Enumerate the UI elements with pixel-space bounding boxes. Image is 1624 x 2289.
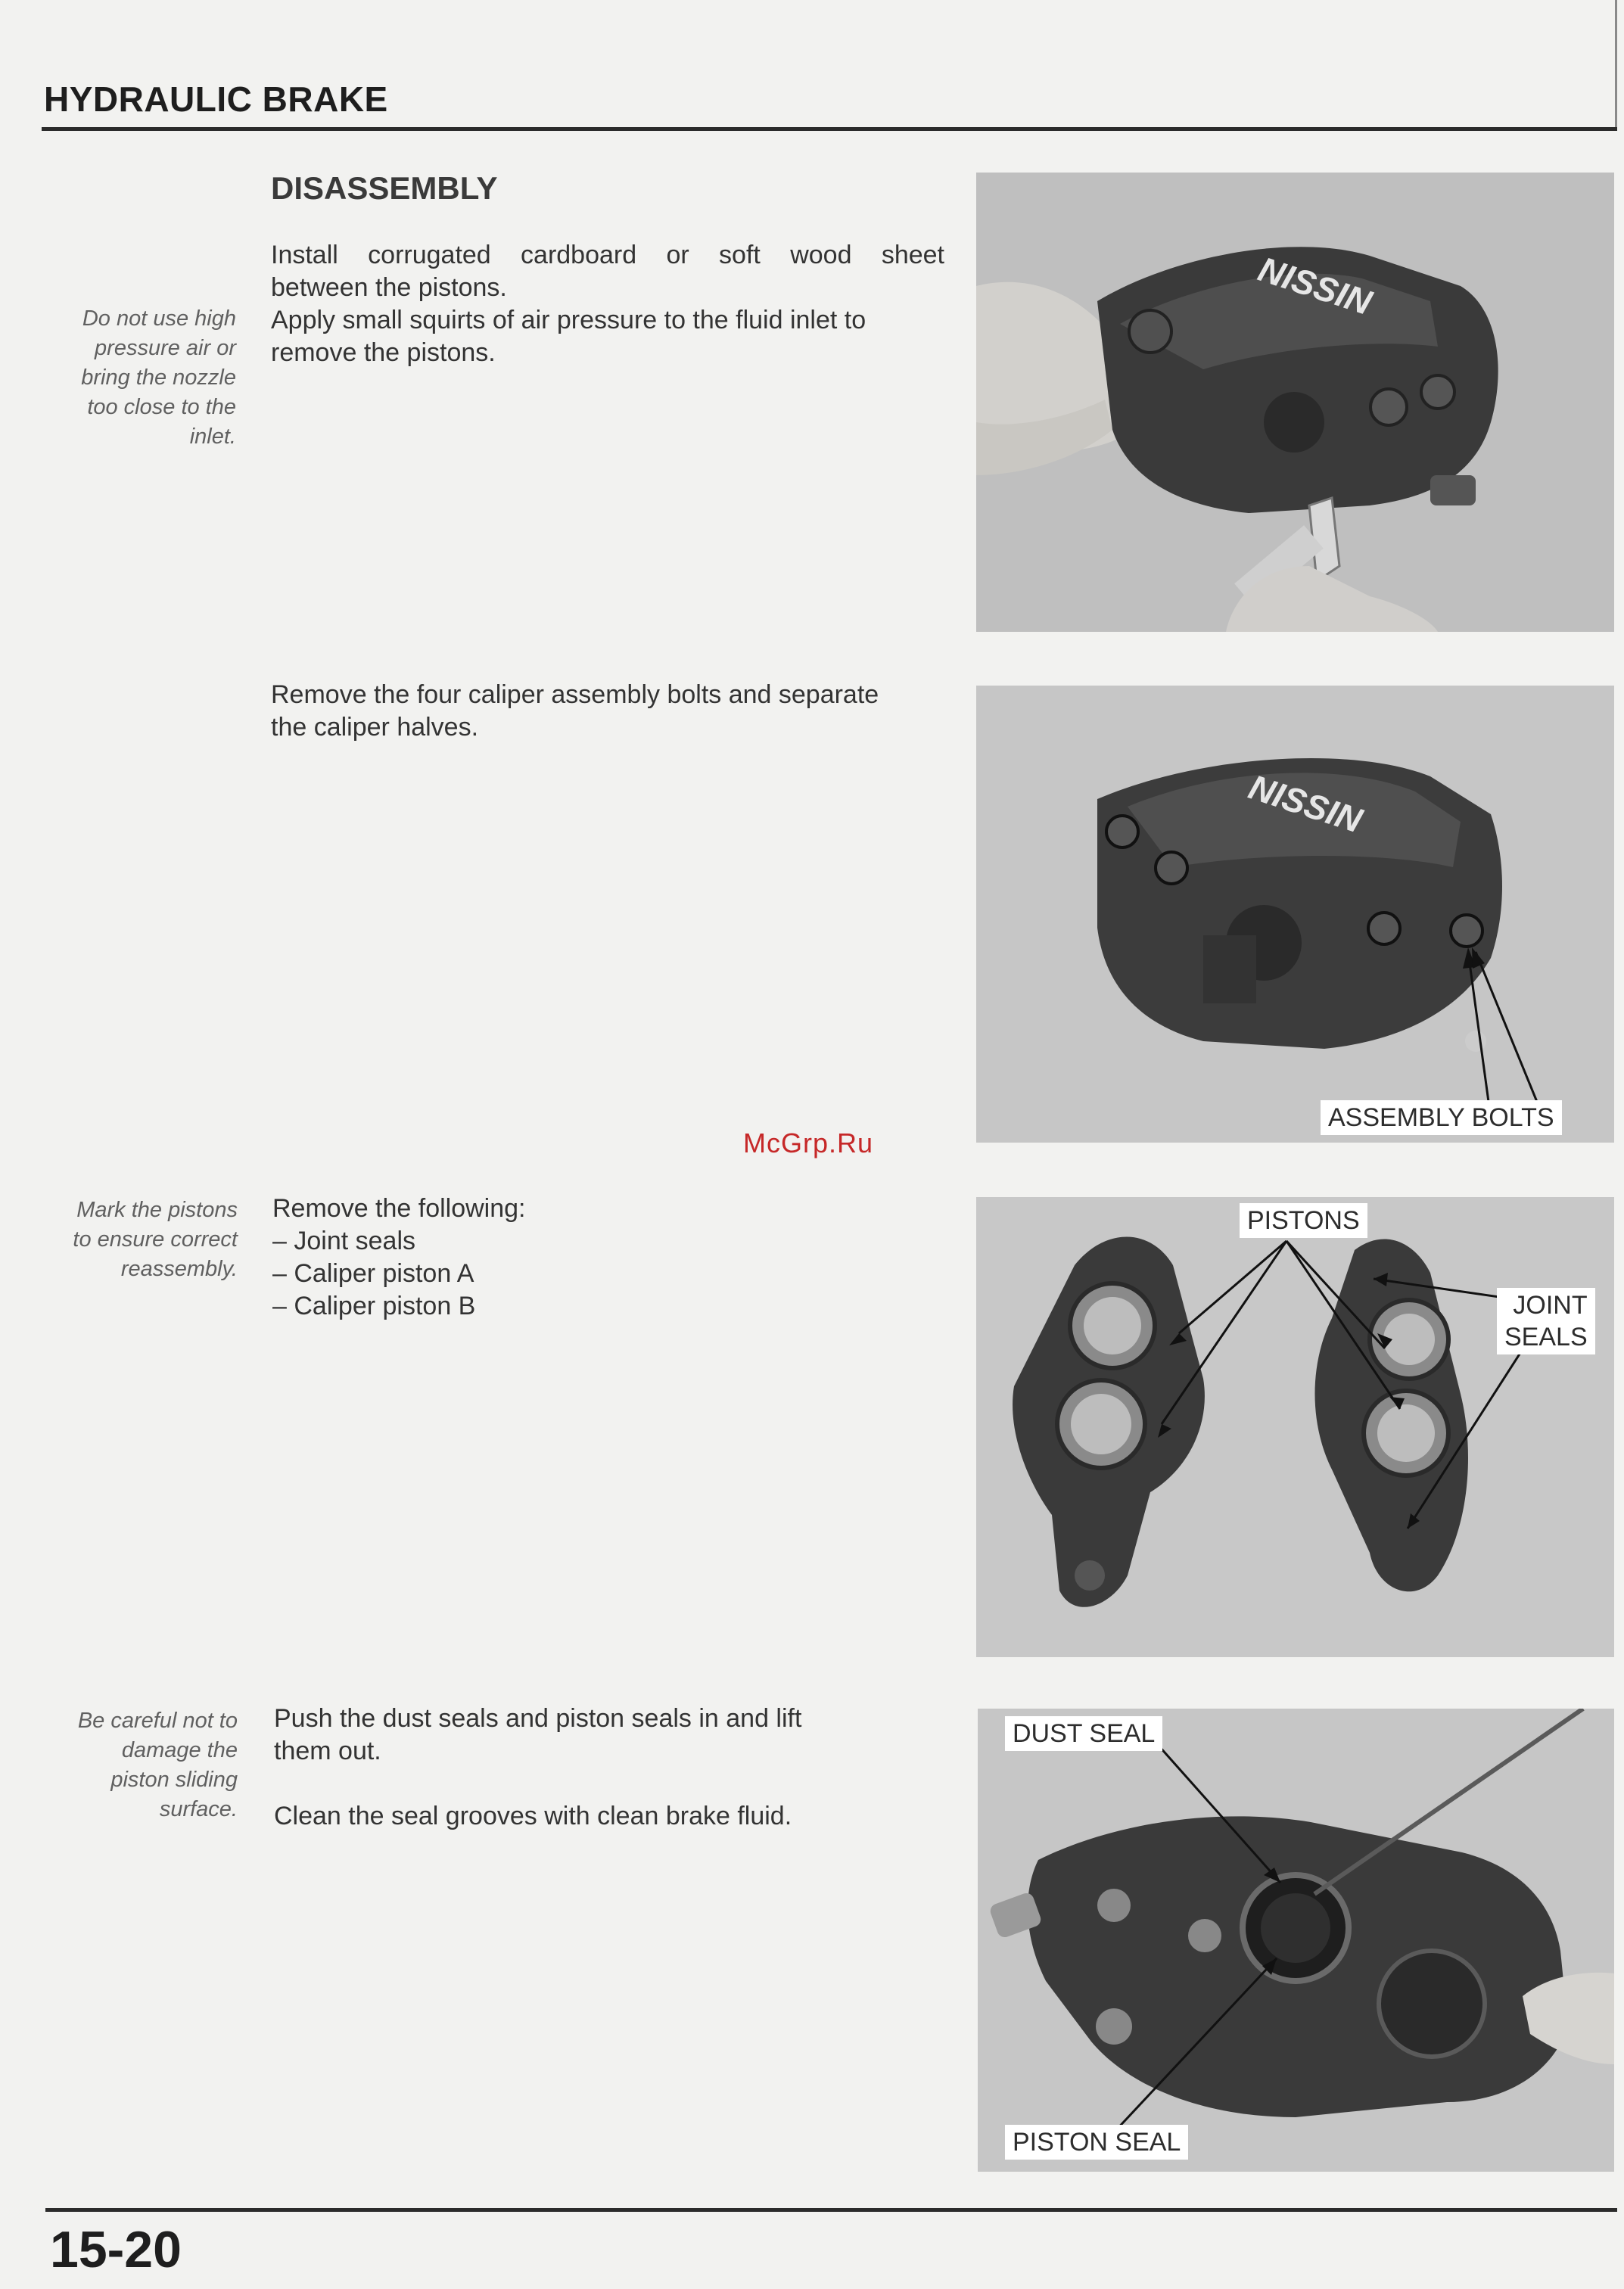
note-line: reassembly. [120,1257,238,1281]
note-line: inlet. [189,425,236,449]
photo-pistons-joint-seals [976,1197,1614,1657]
note-line: Mark the pistons [76,1198,238,1222]
text-line: remove the pistons. [271,338,496,367]
note-line: too close to the [87,395,236,419]
text-line: Push the dust seals and piston seals in and lift [274,1704,802,1733]
bolt-marker [1156,852,1187,884]
section-title: HYDRAULIC BRAKE [44,79,388,119]
caliper-brand-logo: NISSIN [1253,249,1377,322]
step-1-text [271,239,944,369]
text-line: them out. [274,1737,381,1765]
caliper-brand-logo: NISSIN [1244,767,1367,841]
callout-assembly-bolts: ASSEMBLY BOLTS [1321,1100,1562,1135]
step-4-text [274,1703,940,1833]
text-line: Remove the following: [272,1194,526,1223]
callout-piston-seal: PISTON SEAL [1005,2125,1188,2160]
page-edge-rule [1615,0,1617,127]
note-line: pressure air or [95,336,236,360]
text-line: between the pistons. [271,273,507,302]
list-item: – Caliper piston A [272,1259,474,1288]
note-line: Do not use high [82,306,236,331]
page-number: 15-20 [50,2221,182,2278]
callout-dust-seal: DUST SEAL [1005,1716,1162,1751]
list-item: – Joint seals [272,1227,415,1255]
photo-dust-piston-seal [978,1709,1614,2172]
note-line: Be careful not to [77,1709,238,1733]
note-line: to ensure correct [73,1227,238,1252]
side-note-mark-pistons [41,1196,238,1284]
bolt-marker [1106,816,1138,847]
side-note-air-pressure [39,304,236,452]
text-line: Apply small squirts of air pressure to the fluid inlet to [271,306,866,334]
text-line: Clean the seal grooves with clean brake fluid. [274,1802,792,1830]
note-line: damage the [121,1738,238,1762]
watermark: McGrp.Ru [743,1127,874,1158]
list-item: – Caliper piston B [272,1292,476,1320]
text-line: Install corrugated cardboard or soft wood sheet [271,241,944,269]
header-rule [42,127,1617,131]
step-2-text [271,679,952,744]
step-3-text [272,1193,938,1323]
disassembly-heading: DISASSEMBLY [271,170,498,206]
note-line: surface. [159,1797,238,1821]
callout-line: JOINT [1513,1291,1588,1320]
photo-assembly-bolts [976,686,1614,1143]
callout-joint-seals [1497,1288,1595,1354]
callout-pistons: PISTONS [1240,1203,1367,1238]
side-note-careful [41,1706,238,1824]
footer-rule [45,2208,1617,2212]
callout-line: SEALS [1504,1323,1588,1351]
text-line: the caliper halves. [271,713,479,742]
photo-air-pressure-removal [976,173,1614,632]
note-line: bring the nozzle [81,365,236,390]
text-line: Remove the four caliper assembly bolts and separate [271,680,879,709]
bolt-marker [1368,913,1400,944]
bolt-marker [1451,915,1482,947]
note-line: piston sliding [110,1768,238,1792]
